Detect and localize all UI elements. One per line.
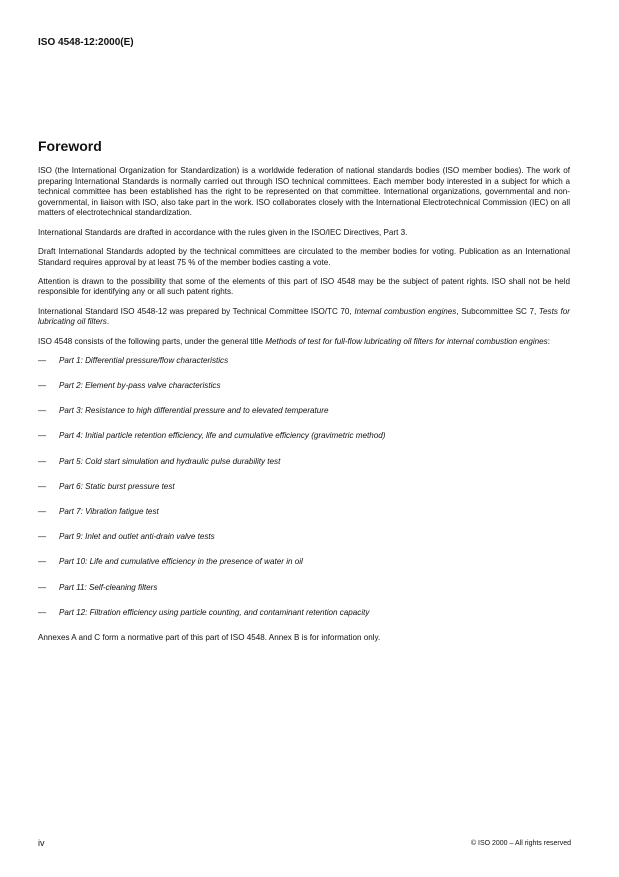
dash-bullet: —: [38, 481, 47, 491]
list-item: [38, 557, 570, 582]
subcommittee-title: Tests for lubricating oil filters: [38, 306, 570, 327]
part-title: Part 3: Resistance to high differential pressure and to elevated temperature: [59, 406, 329, 416]
paragraph-directives: International Standards are drafted in accordance with the rules given in the ISO/IEC Directives, Part 3.: [38, 227, 408, 237]
list-item: [38, 608, 570, 633]
list-item: [38, 406, 570, 431]
list-item: [38, 507, 570, 532]
parts-intro-a: ISO 4548 consists of the following parts, under the general title: [38, 336, 266, 346]
general-title: Methods of test for full-flow lubricating oil filters for internal combustion engines: [265, 336, 548, 346]
part-title: Part 6: Static burst pressure test: [59, 481, 175, 491]
committee-text-c: , Subcommittee SC 7,: [456, 306, 539, 316]
committee-text-e: .: [106, 317, 110, 327]
committee-title: Internal combustion engines: [354, 306, 457, 316]
part-title: Part 12: Filtration efficiency using particle counting, and contaminant retention capacity: [59, 607, 370, 617]
part-title: Part 5: Cold start simulation and hydraulic pulse durability test: [59, 456, 281, 466]
copyright-notice: © ISO 2000 – All rights reserved: [470, 840, 571, 847]
list-item: [38, 457, 570, 482]
dash-bullet: —: [38, 355, 47, 365]
list-item: [38, 381, 570, 406]
part-title: Part 11: Self-cleaning filters: [59, 582, 158, 592]
dash-bullet: —: [38, 532, 47, 542]
paragraph-patent: Attention is drawn to the possibility that some of the elements of this part of ISO 4548 may be the subject of patent rights. ISO shall not be held responsible for identifying any or all such patent rights.: [38, 276, 570, 297]
page-title: Foreword: [38, 138, 102, 154]
part-title: Part 9: Inlet and outlet anti-drain valve tests: [59, 532, 215, 542]
paragraph-voting: Draft International Standards adopted by the technical committees are circulated to the member bodies for voting. Publication as an International Standard requires approval by at least 75 % of the member bodies casting a vote.: [38, 246, 570, 267]
dash-bullet: —: [38, 381, 47, 391]
dash-bullet: —: [38, 582, 47, 592]
dash-bullet: —: [38, 456, 47, 466]
paragraph-annexes: Annexes A and C form a normative part of this part of ISO 4548. Annex B is for information only.: [38, 632, 381, 642]
list-item: [38, 431, 570, 456]
dash-bullet: —: [38, 607, 47, 617]
list-item: [38, 583, 570, 608]
dash-bullet: —: [38, 431, 47, 441]
list-item: [38, 482, 570, 507]
paragraph-iso-intro: ISO (the International Organization for Standardization) is a worldwide federation of national standards bodies (ISO member bodies). The work of preparing International Standards is normally carried out through ISO technical committees. Each member body interested in a subject for which a technical committee has been established has the right to be represented on that committee. International organizations, governmental and non-governmental, in liaison with ISO, also take part in the work. ISO collaborates closely with the International Electrotechnical Commission (IEC) on all matters of electrotechnical standardization.: [38, 166, 570, 218]
dash-bullet: —: [38, 506, 47, 516]
committee-text-a: International Standard ISO 4548-12 was prepared by Technical Committee ISO/TC 70,: [38, 306, 355, 316]
foreword-body: [38, 166, 570, 652]
parts-intro-c: :: [547, 336, 550, 346]
part-title: Part 7: Vibration fatigue test: [59, 506, 159, 516]
part-title: Part 10: Life and cumulative efficiency in the presence of water in oil: [59, 557, 303, 567]
part-title: Part 4: Initial particle retention efficiency, life and cumulative efficiency (gravimetric method): [59, 431, 386, 441]
page-number: iv: [38, 838, 45, 848]
document-header: ISO 4548-12:2000(E): [38, 37, 134, 48]
part-title: Part 2: Element by-pass valve characteristics: [59, 381, 221, 391]
dash-bullet: —: [38, 406, 47, 416]
paragraph-committee: [38, 307, 570, 328]
list-item: [38, 356, 570, 381]
list-item: [38, 532, 570, 557]
part-title: Part 1: Differential pressure/flow characteristics: [59, 355, 229, 365]
parts-list: [38, 356, 570, 633]
paragraph-parts-intro: [38, 337, 570, 348]
dash-bullet: —: [38, 557, 47, 567]
